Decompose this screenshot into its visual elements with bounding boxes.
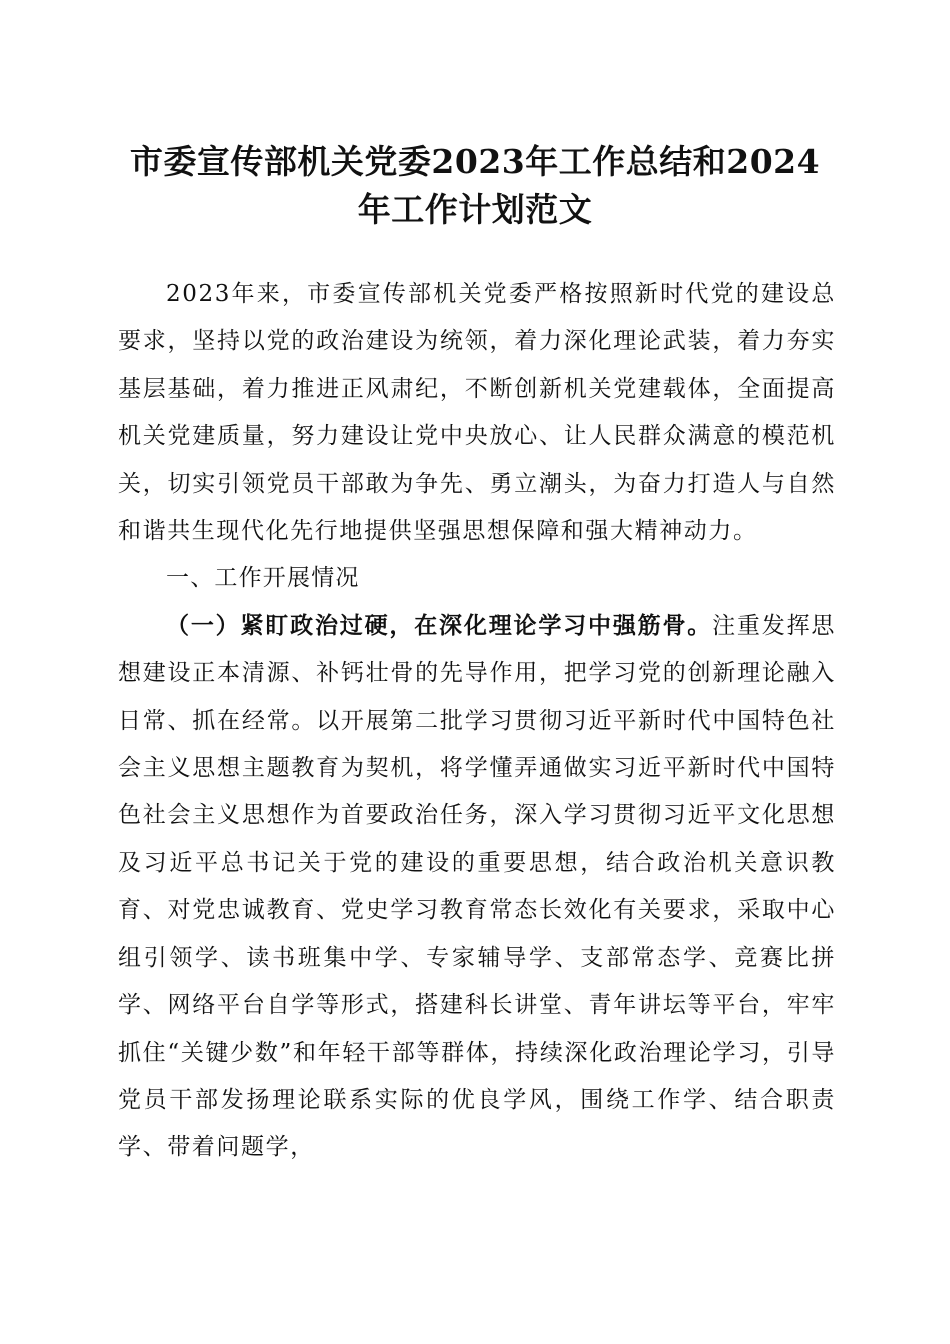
section-heading-1: 一、工作开展情况 (166, 565, 360, 592)
title-line-1: 市委宣传部机关党委2023年工作总结和2024 (129, 142, 821, 181)
subsection-heading-1: （一）紧盯政治过硬，在深化理论学习中强筋骨。 (166, 612, 713, 639)
document-title (100, 138, 850, 234)
subsection-body-1: 注重发挥思想建设正本清源、补钙壮骨的先导作用，把学习党的创新理论融入日常、抓在经常。以开展第二批学习贯彻习近平新时代中国特色社会主义思想主题教育为契机，将学懂弄通做实习近平新时代中国特色社会主义思想作为首要政治任务，深入学习贯彻习近平文化思想及习近平总书记关于党的建设的重要思想，结合政治机关意识教育、对党忠诚教育、党史学习教育常态长效化有关要求，采取中心组引领学、读书班集中学、专家辅导学、支部常态学、竞赛比拼学、网络平台自学等形式，搭建科长讲堂、青年讲坛等平台，牢牢抓住“关键少数”和年轻干部等群体，持续深化政治理论学习，引导党员干部发扬理论联系实际的优良学风，围绕工作学、结合职责学、带着问题学， (118, 612, 837, 1161)
document-body (118, 271, 836, 1172)
title-line-2: 年工作计划范文 (357, 190, 593, 229)
intro-paragraph: 2023年来，市委宣传部机关党委严格按照新时代党的建设总要求，坚持以党的政治建设为统领，着力深化理论武装，着力夯实基层基础，着力推进正风肃纪，不断创新机关党建载体，全面提高机关党建质量，努力建设让党中央放心、让人民群众满意的模范机关，切实引领党员干部敢为争先、勇立潮头，为奋力打造人与自然和谐共生现代化先行地提供坚强思想保障和强大精神动力。 (118, 281, 836, 545)
subsection-paragraph-1 (118, 603, 836, 1172)
